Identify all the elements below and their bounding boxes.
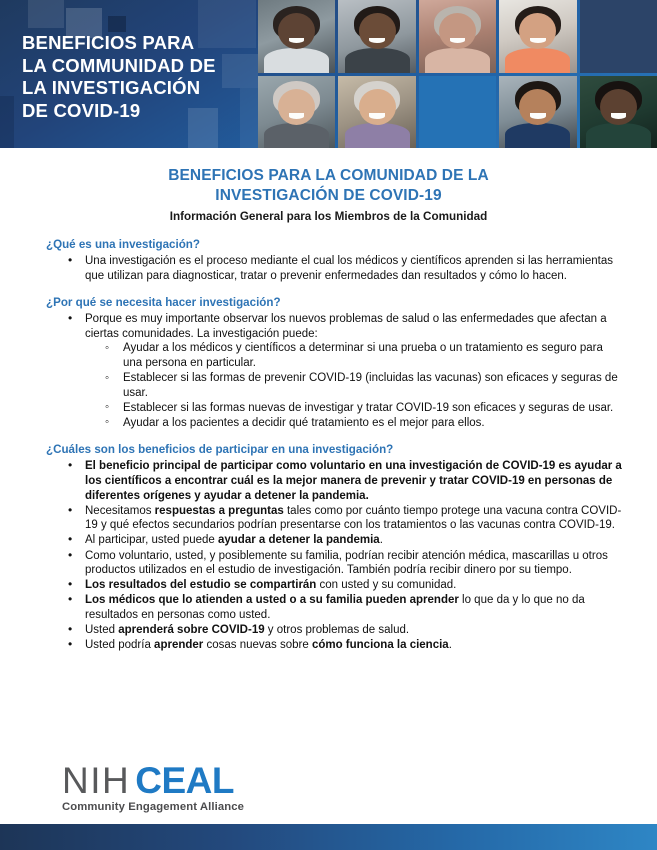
bullet-text: . — [448, 639, 452, 652]
bullet-text-bold: Los resultados del estudio se compartirán — [85, 579, 317, 592]
bullet-text: Porque es muy importante observar los nuevos problemas de salud o las enfermedades que afectan a ciertas comunidades. La investigación puede: — [85, 313, 607, 340]
photo-older-black-man-smiling — [258, 0, 335, 73]
bullet-list — [46, 312, 625, 430]
bullet-text: y otros problemas de salud. — [264, 623, 410, 636]
banner-title-line-3: LA INVESTIGACIÓN — [22, 77, 201, 98]
bullet-item — [65, 638, 625, 653]
bullet-text-bold: ayudar a detener la pandemia — [217, 534, 380, 547]
document-body — [0, 148, 657, 653]
bullet-text-bold: aprender — [154, 639, 204, 652]
banner-decor-square — [0, 96, 14, 148]
bullet-text-bold: respuestas a preguntas — [154, 504, 284, 517]
page-title-line-2: INVESTIGACIÓN DE COVID-19 — [215, 187, 442, 204]
bullet-item — [65, 459, 625, 503]
section-heading: ¿Por qué se necesita hacer investigación? — [46, 296, 281, 310]
header-photo-collage — [255, 0, 657, 148]
header-banner — [0, 0, 657, 148]
footer-bar — [0, 824, 657, 850]
bullet-list — [46, 459, 625, 652]
title-block — [0, 148, 657, 223]
section-heading: ¿Cuáles son los beneficios de participar en una investigación? — [46, 443, 394, 457]
photo-asian-woman-orange-top — [499, 0, 576, 73]
photo-construction-worker-hardhat — [499, 76, 576, 149]
sub-bullet-list — [85, 341, 625, 430]
bullet-text-bold: aprenderá sobre COVID-19 — [118, 623, 265, 636]
bullet-text: Usted podría — [85, 639, 155, 652]
bullet-text-bold: cómo funciona la ciencia — [311, 639, 449, 652]
page-title — [0, 166, 657, 206]
sub-bullet-item: ◦ Establecer si las formas de prevenir COVID-19 (incluidas las vacunas) son eficaces y seguras de usar. — [103, 371, 625, 400]
banner-title — [22, 32, 262, 122]
bullet-item — [65, 254, 625, 283]
banner-title-line-1: BENEFICIOS PARA — [22, 32, 195, 53]
nih-ceal-logo — [62, 760, 244, 813]
bullet-item — [65, 623, 625, 638]
section-heading: ¿Qué es una investigación? — [46, 238, 200, 251]
bullet-item — [65, 533, 625, 548]
bullet-item — [65, 549, 625, 578]
bullet-item — [65, 312, 625, 430]
sub-bullet-item: ◦ Establecer si las formas nuevas de investigar y tratar COVID-19 son eficaces y seguras de usar. — [103, 401, 625, 416]
nih-wordmark: NIH — [62, 760, 131, 801]
banner-title-line-2: LA COMMUNIDAD DE — [22, 54, 216, 76]
sub-bullet-item: ◦ Ayudar a los pacientes a decidir qué tratamiento es el mejor para ellos. — [103, 416, 625, 431]
bullet-text: lo que da y lo que no da resultados en personas como usted. — [85, 594, 585, 621]
banner-title-line-4: DE COVID-19 — [22, 99, 141, 121]
photo-older-white-man-beard — [258, 76, 335, 149]
photo-gray-haired-latina-woman — [338, 76, 415, 149]
photo-black-woman-glasses — [338, 0, 415, 73]
photo-black-man-green-shirt — [580, 76, 657, 149]
photo-two-women-embracing — [419, 0, 496, 73]
bullet-text: cosas nuevas sobre — [203, 639, 312, 652]
banner-decor-square — [108, 16, 126, 32]
blue-block — [419, 76, 496, 149]
content-sections — [0, 223, 657, 653]
bullet-text: con usted y su comunidad. — [316, 579, 457, 592]
sub-bullet-item: ◦ Ayudar a los médicos y científicos a determinar si una prueba o un tratamiento es seguro para una persona en particular. — [103, 341, 625, 370]
bullet-text: tales como por cuánto tiempo protege una vacuna contra COVID-19 y qué efectos secundarios podrían presentarse con los tratamientos o las vacunas contra COVID-19. — [85, 504, 622, 532]
navy-block — [580, 0, 657, 73]
bullet-text: Como voluntario, usted, y posiblemente su familia, podrían recibir atención médica, mascarillas u otros productos utilizados en el estudio de investigación. También podría recibir dinero por su tiempo. — [85, 549, 608, 577]
logo-wordmark — [62, 760, 244, 802]
banner-decor-square — [28, 0, 64, 28]
bullet-text: . — [379, 534, 383, 547]
bullet-text-bold: Los médicos que lo atienden a usted o a su familia pueden aprender — [85, 594, 459, 607]
bullet-item — [65, 593, 625, 622]
logo-tagline: Community Engagement Alliance — [62, 801, 245, 813]
bullet-text: Una investigación es el proceso mediante el cual los médicos y científicos aprenden si las herramientas que utilizan para diagnosticar, tratar o prevenir enfermedades dan resultados y cómo lo hacen. — [85, 255, 613, 282]
bullet-item — [65, 578, 625, 593]
page-title-line-1: BENEFICIOS PARA LA COMUNIDAD DE LA — [168, 167, 489, 184]
bullet-text: Necesitamos — [85, 504, 155, 517]
bullet-list — [46, 254, 625, 283]
bullet-text: Al participar, usted puede — [85, 534, 218, 547]
page-subtitle: Información General para los Miembros de la Comunidad — [169, 210, 488, 223]
bullet-text: Usted — [85, 623, 119, 636]
ceal-wordmark: CEAL — [135, 760, 234, 801]
bullet-text-bold: El beneficio principal de participar como voluntario en una investigación de COVID-19 es ayudar a los científicos a encontrar cuál es la mejor manera de prevenir y tratar COVID-19 en personas de diferentes orígenes y ayudar a detener la pandemia. — [85, 460, 622, 502]
bullet-item — [65, 504, 625, 533]
